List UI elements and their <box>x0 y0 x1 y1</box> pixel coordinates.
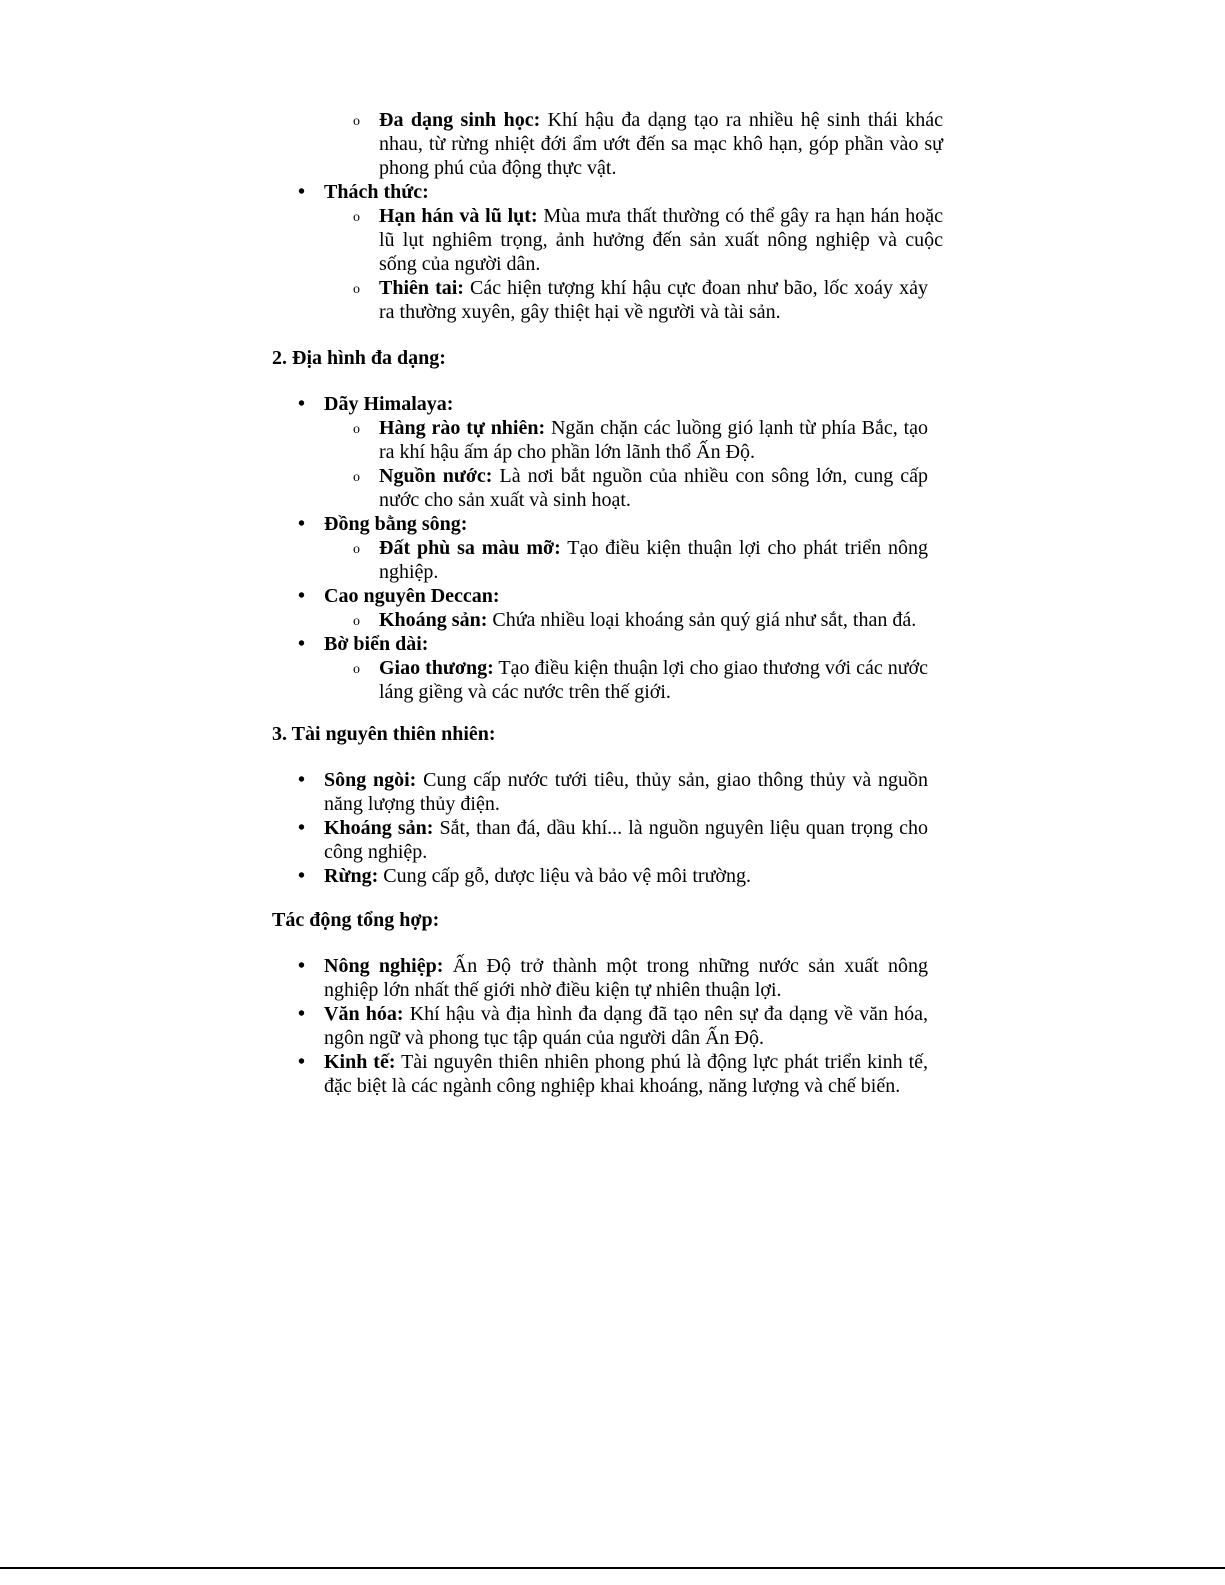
list-item <box>298 816 928 864</box>
bullet-dot-icon: • <box>298 585 306 607</box>
item-text: Là nơi bắt nguồn của nhiều con sông lớn, cung cấp nước cho sản xuất và sinh hoạt. <box>379 465 928 511</box>
item-text: Sắt, than đá, dầu khí... là nguồn nguyên liệu quan trọng cho công nghiệp. <box>324 817 928 863</box>
list-item <box>353 656 928 704</box>
item-label: Giao thương: <box>379 657 494 679</box>
item-text: Cung cấp nước tưới tiêu, thủy sản, giao thông thủy và nguồn năng lượng thủy điện. <box>324 769 929 815</box>
item-text: Chứa nhiều loại khoáng sản quý giá như sắt, than đá. <box>487 609 917 631</box>
bullet-circle-icon: o <box>353 114 360 129</box>
list-item <box>298 392 938 416</box>
list-item <box>298 864 928 888</box>
item-label: Khoáng sản: <box>324 817 434 839</box>
item-label: Dãy Himalaya: <box>324 393 454 415</box>
list-item <box>353 464 928 512</box>
item-label: Sông ngòi: <box>324 769 417 791</box>
item-label: Khoáng sản: <box>379 609 488 631</box>
list-item <box>298 180 938 204</box>
item-label: Đồng bằng sông: <box>324 513 468 535</box>
page-bottom-border <box>0 1567 1225 1569</box>
section-heading: 2. Địa hình đa dạng: <box>272 347 446 369</box>
item-text: Ngăn chặn các luồng gió lạnh từ phía Bắc, tạo ra khí hậu ấm áp cho phần lớn lãnh thổ Ấn Độ. <box>379 417 928 463</box>
item-text: Ấn Độ trở thành một trong những nước sản xuất nông nghiệp lớn nhất thế giới nhờ điều kiện tự nhiên thuận lợi. <box>324 955 928 1001</box>
section-heading: Tác động tổng hợp: <box>272 909 440 931</box>
bullet-dot-icon: • <box>298 1051 306 1073</box>
item-text: Khí hậu đa dạng tạo ra nhiều hệ sinh thái khác nhau, từ rừng nhiệt đới ẩm ướt đến sa mạc khô hạn, góp phần vào sự phong phú của động thực vật. <box>379 109 944 179</box>
item-label: Đất phù sa màu mỡ: <box>379 537 561 559</box>
item-label: Thiên tai: <box>379 277 464 299</box>
bullet-circle-icon: o <box>353 470 360 485</box>
list-item <box>353 416 928 464</box>
bullet-dot-icon: • <box>298 633 306 655</box>
bullet-dot-icon: • <box>298 393 306 415</box>
bullet-dot-icon: • <box>298 955 306 977</box>
item-label: Nông nghiệp: <box>324 955 444 977</box>
list-item <box>298 954 928 1002</box>
list-item <box>353 108 943 180</box>
item-label: Hàng rào tự nhiên: <box>379 417 546 439</box>
list-item <box>353 204 943 276</box>
bullet-circle-icon: o <box>353 422 360 437</box>
item-label: Văn hóa: <box>324 1003 404 1025</box>
list-item <box>353 536 928 584</box>
list-item <box>298 512 938 536</box>
list-item <box>298 1050 928 1098</box>
bullet-dot-icon: • <box>298 865 306 887</box>
item-text: Cung cấp gỗ, dược liệu và bảo vệ môi trường. <box>378 865 751 887</box>
item-label: Bờ biển dài: <box>324 633 429 655</box>
item-label: Thách thức: <box>324 181 429 203</box>
item-label: Đa dạng sinh học: <box>379 109 541 131</box>
item-text: Khí hậu và địa hình đa dạng đã tạo nên sự đa dạng về văn hóa, ngôn ngữ và phong tục tập quán của người dân Ấn Độ. <box>324 1003 928 1049</box>
list-item <box>298 632 938 656</box>
bullet-circle-icon: o <box>353 282 360 297</box>
bullet-dot-icon: • <box>298 181 306 203</box>
list-item <box>298 768 928 816</box>
item-text: Các hiện tượng khí hậu cực đoan như bão, lốc xoáy xảy ra thường xuyên, gây thiệt hại về người và tài sản. <box>379 277 928 323</box>
bullet-dot-icon: • <box>298 1003 306 1025</box>
bullet-dot-icon: • <box>298 817 306 839</box>
item-text: Tạo điều kiện thuận lợi cho giao thương với các nước láng giềng và các nước trên thế giới. <box>379 657 929 703</box>
list-item <box>353 608 933 632</box>
bullet-circle-icon: o <box>353 210 360 225</box>
item-label: Rừng: <box>324 865 379 887</box>
item-label: Hạn hán và lũ lụt: <box>379 205 538 227</box>
bullet-dot-icon: • <box>298 769 306 791</box>
bullet-circle-icon: o <box>353 662 360 677</box>
section-heading: 3. Tài nguyên thiên nhiên: <box>272 723 496 745</box>
bullet-circle-icon: o <box>353 614 360 629</box>
list-item <box>353 276 928 324</box>
item-label: Kinh tế: <box>324 1051 396 1073</box>
item-label: Nguồn nước: <box>379 465 493 487</box>
list-item <box>298 1002 928 1050</box>
list-item <box>298 584 938 608</box>
bullet-circle-icon: o <box>353 542 360 557</box>
item-text: Tài nguyên thiên nhiên phong phú là động lực phát triển kinh tế, đặc biệt là các ngành công nghiệp khai khoáng, năng lượng và chế biến. <box>324 1051 929 1097</box>
item-text: Mùa mưa thất thường có thể gây ra hạn hán hoặc lũ lụt nghiêm trọng, ảnh hưởng đến sản xuất nông nghiệp và cuộc sống của người dân. <box>379 205 943 275</box>
bullet-dot-icon: • <box>298 513 306 535</box>
item-label: Cao nguyên Deccan: <box>324 585 500 607</box>
item-text: Tạo điều kiện thuận lợi cho phát triển nông nghiệp. <box>379 537 928 583</box>
